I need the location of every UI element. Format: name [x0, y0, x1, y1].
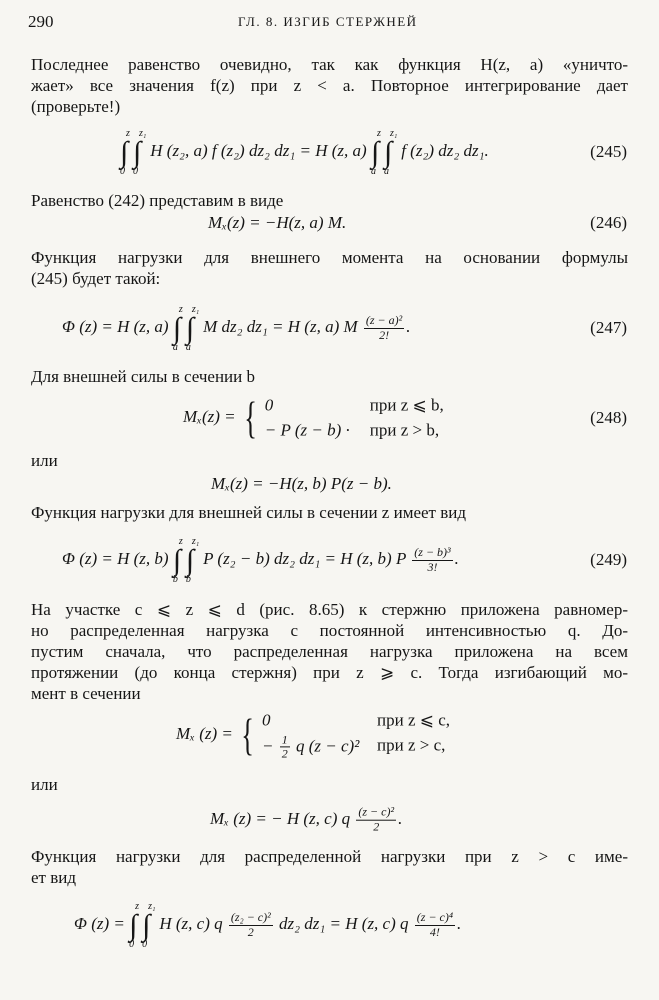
running-head: ГЛ. 8. ИЗГИБ СТЕРЖНЕЙ [238, 14, 418, 29]
equation-248: Mₓ(z) = { 0 при z ⩽ b, − P (z − b) · при z > b, (248) [183, 393, 627, 442]
page-header [0, 12, 659, 36]
text-line: Последнее равенство очевидно, так как функция H(z, a) «уничто- [31, 55, 628, 74]
text-line: или [31, 775, 58, 794]
text-line: но распределенная нагрузка с постоянной интенсивностью q. До- [31, 621, 628, 640]
equation-load-function-distributed: Φ (z) = ∫ z 0 ∫ z₁ 0 H (z, c) q $\frac{\text{(z₂ − c)²}}{2}$ dz₂ dz₁ = H (z, c) q $\frac{\text{(z − c)⁴}}{4!}$ . [74, 901, 462, 950]
text-line: мент в сечении [31, 684, 141, 703]
page-number: 290 [28, 12, 54, 31]
text-line: или [31, 451, 58, 470]
text-line: Равенство (242) представим в виде [31, 191, 284, 210]
equation-number: (249) [590, 549, 627, 569]
text-line: (проверьте!) [31, 97, 121, 116]
equation-number: (245) [590, 141, 627, 161]
equation-text: f (z₂) dz₂ dz₁. [401, 140, 489, 160]
text-line: жает» все значения f(z) при z < a. Повторное интегрирование дает [31, 76, 628, 95]
equation-246 [0, 200, 659, 246]
equation-249: Φ (z) = H (z, b) ∫ z b ∫ z₁ b P (z₂ − b) dz₂ dz₁ = H (z, b) P $\frac{\text{(z − b)³}}{3!}$ . (249) [62, 536, 627, 585]
equation-247: Φ (z) = H (z, a) ∫ z a ∫ z₁ a M dz₂ dz₁ = H (z, a) M $\frac{\text{(z − a)²}}{2!}$ . (247) [62, 304, 627, 353]
text-line: протяжении (до конца стержня) при z ⩾ c. Тогда изгибающий мо- [31, 663, 628, 682]
text-line: Функция нагрузки для внешнего момента на основании формулы [31, 248, 628, 267]
equation-moment-distributed: Mₓ (z) = { 0 при z ⩽ c, − $\frac{1}{2}$ q (z − c)² при z > c, [176, 710, 451, 761]
text-line: пустим сначала, что распределенная нагрузка приложена на всем [31, 642, 628, 661]
equation-248b [0, 466, 659, 502]
equation-text: Mₓ(z) = −H(z, a) M. [208, 212, 347, 232]
equation-number: (246) [590, 212, 627, 232]
equation-moment-heaviside: Mₓ (z) = − H (z, c) q $\frac{\text{(z − c)²}}{2}$ . [210, 804, 403, 834]
text-line: Для внешней силы в сечении b [31, 367, 255, 386]
equation-245: ∫ z 0 ∫ z₁ 0 H (z₂, a) f (z₂) dz₂ dz₁ = H (z, a) ∫ z a ∫ z₁ a f (z₂) dz₂ dz₁. (245) [120, 128, 627, 177]
equation-text: Mₓ(z) = −H(z, b) P(z − b). [211, 473, 392, 493]
equation-text: H (z₂, a) f (z₂) dz₂ dz₁ = H (z, a) [150, 140, 367, 160]
equation-number: (248) [590, 407, 627, 427]
text-line: ет вид [31, 868, 76, 887]
text-line: Функция нагрузки для распределенной нагрузки при z > c име- [31, 847, 628, 866]
equation-number: (247) [590, 317, 627, 337]
text-line: (245) будет такой: [31, 269, 161, 288]
text-line: На участке c ⩽ z ⩽ d (рис. 8.65) к стержню приложена равномер- [31, 600, 628, 619]
text-line: Функция нагрузки для внешней силы в сечении z имеет вид [31, 503, 467, 522]
